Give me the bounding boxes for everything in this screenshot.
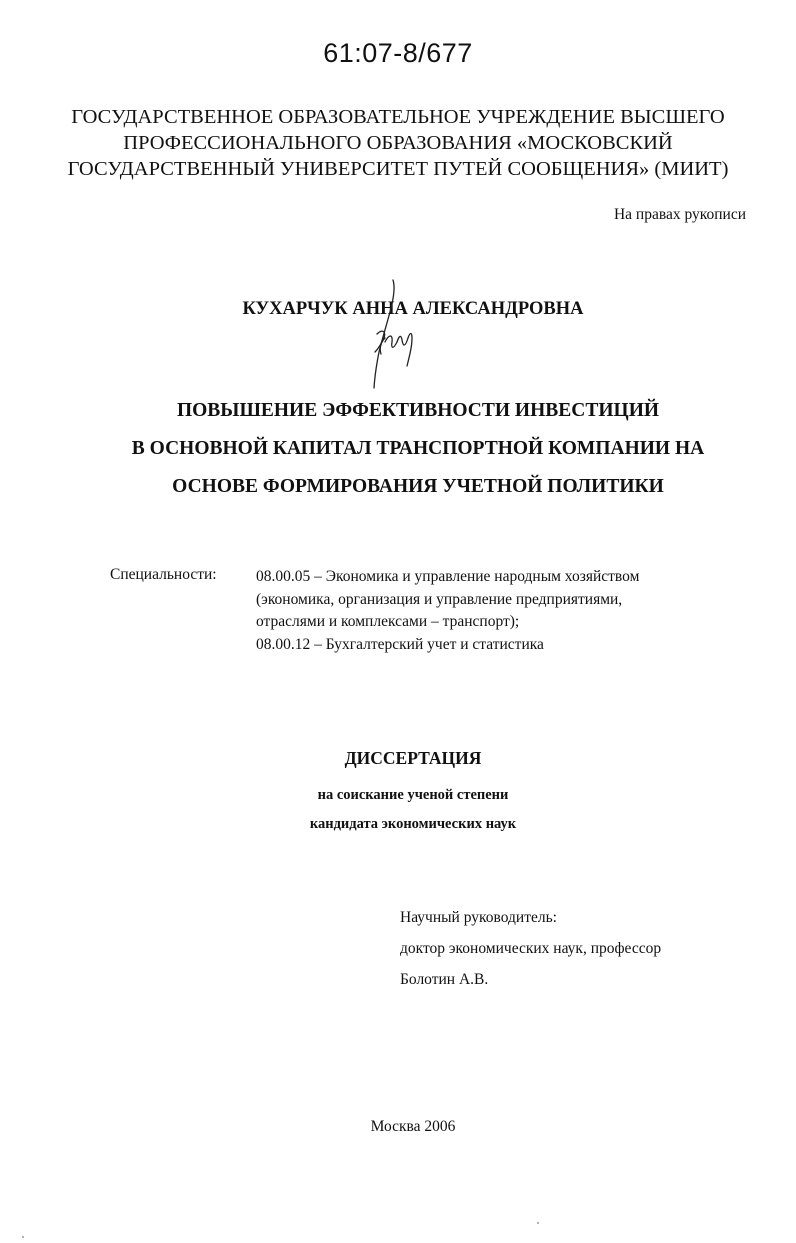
thesis-title-line: ОСНОВЕ ФОРМИРОВАНИЯ УЧЕТНОЙ ПОЛИТИКИ (172, 476, 664, 497)
thesis-title-line: ПОВЫШЕНИЕ ЭФФЕКТИВНОСТИ ИНВЕСТИЦИЙ (176, 400, 660, 421)
author-name: КУХАРЧУК АННА АЛЕКСАНДРОВНА (242, 299, 584, 319)
advisor-block (400, 902, 760, 995)
thesis-title (60, 392, 776, 506)
degree-line: на соискание ученой степени (317, 787, 509, 803)
scan-speck (22, 1236, 24, 1238)
manuscript-note: На правах рукописи (613, 206, 746, 223)
specialties-list (256, 566, 736, 656)
institution-name (60, 104, 736, 182)
thesis-title-line: В ОСНОВНОЙ КАПИТАЛ ТРАНСПОРТНОЙ КОМПАНИИ НА (131, 438, 705, 459)
specialty-line: отраслями и комплексами – транспорт); (256, 613, 520, 630)
degree-line: кандидата экономических наук (309, 816, 517, 832)
specialties-label: Специальности: (110, 566, 217, 583)
archive-code: 61:07-8/677 (323, 38, 473, 68)
handwritten-signature-icon (355, 276, 435, 406)
scan-speck (537, 1222, 539, 1224)
advisor-line: Научный руководитель: (400, 909, 557, 926)
institution-line: ГОСУДАРСТВЕННОЕ ОБРАЗОВАТЕЛЬНОЕ УЧРЕЖДЕНИЕ ВЫСШЕГО (71, 106, 725, 128)
institution-line: ГОСУДАРСТВЕННЫЙ УНИВЕРСИТЕТ ПУТЕЙ СООБЩЕНИЯ» (МИИТ) (67, 158, 729, 180)
institution-line: ПРОФЕССИОНАЛЬНОГО ОБРАЗОВАНИЯ «МОСКОВСКИЙ (123, 132, 673, 154)
specialty-line: (экономика, организация и управление предприятиями, (256, 590, 623, 608)
advisor-line: доктор экономических наук, профессор (400, 940, 662, 957)
city-year: Москва 2006 (370, 1118, 456, 1135)
specialty-line: 08.00.05 – Экономика и управление народным хозяйством (256, 568, 640, 585)
document-type: ДИССЕРТАЦИЯ (344, 748, 482, 768)
advisor-line: Болотин А.В. (400, 971, 489, 988)
specialty-line: 08.00.12 – Бухгалтерский учет и статистика (256, 635, 544, 653)
degree-statement (0, 781, 796, 839)
